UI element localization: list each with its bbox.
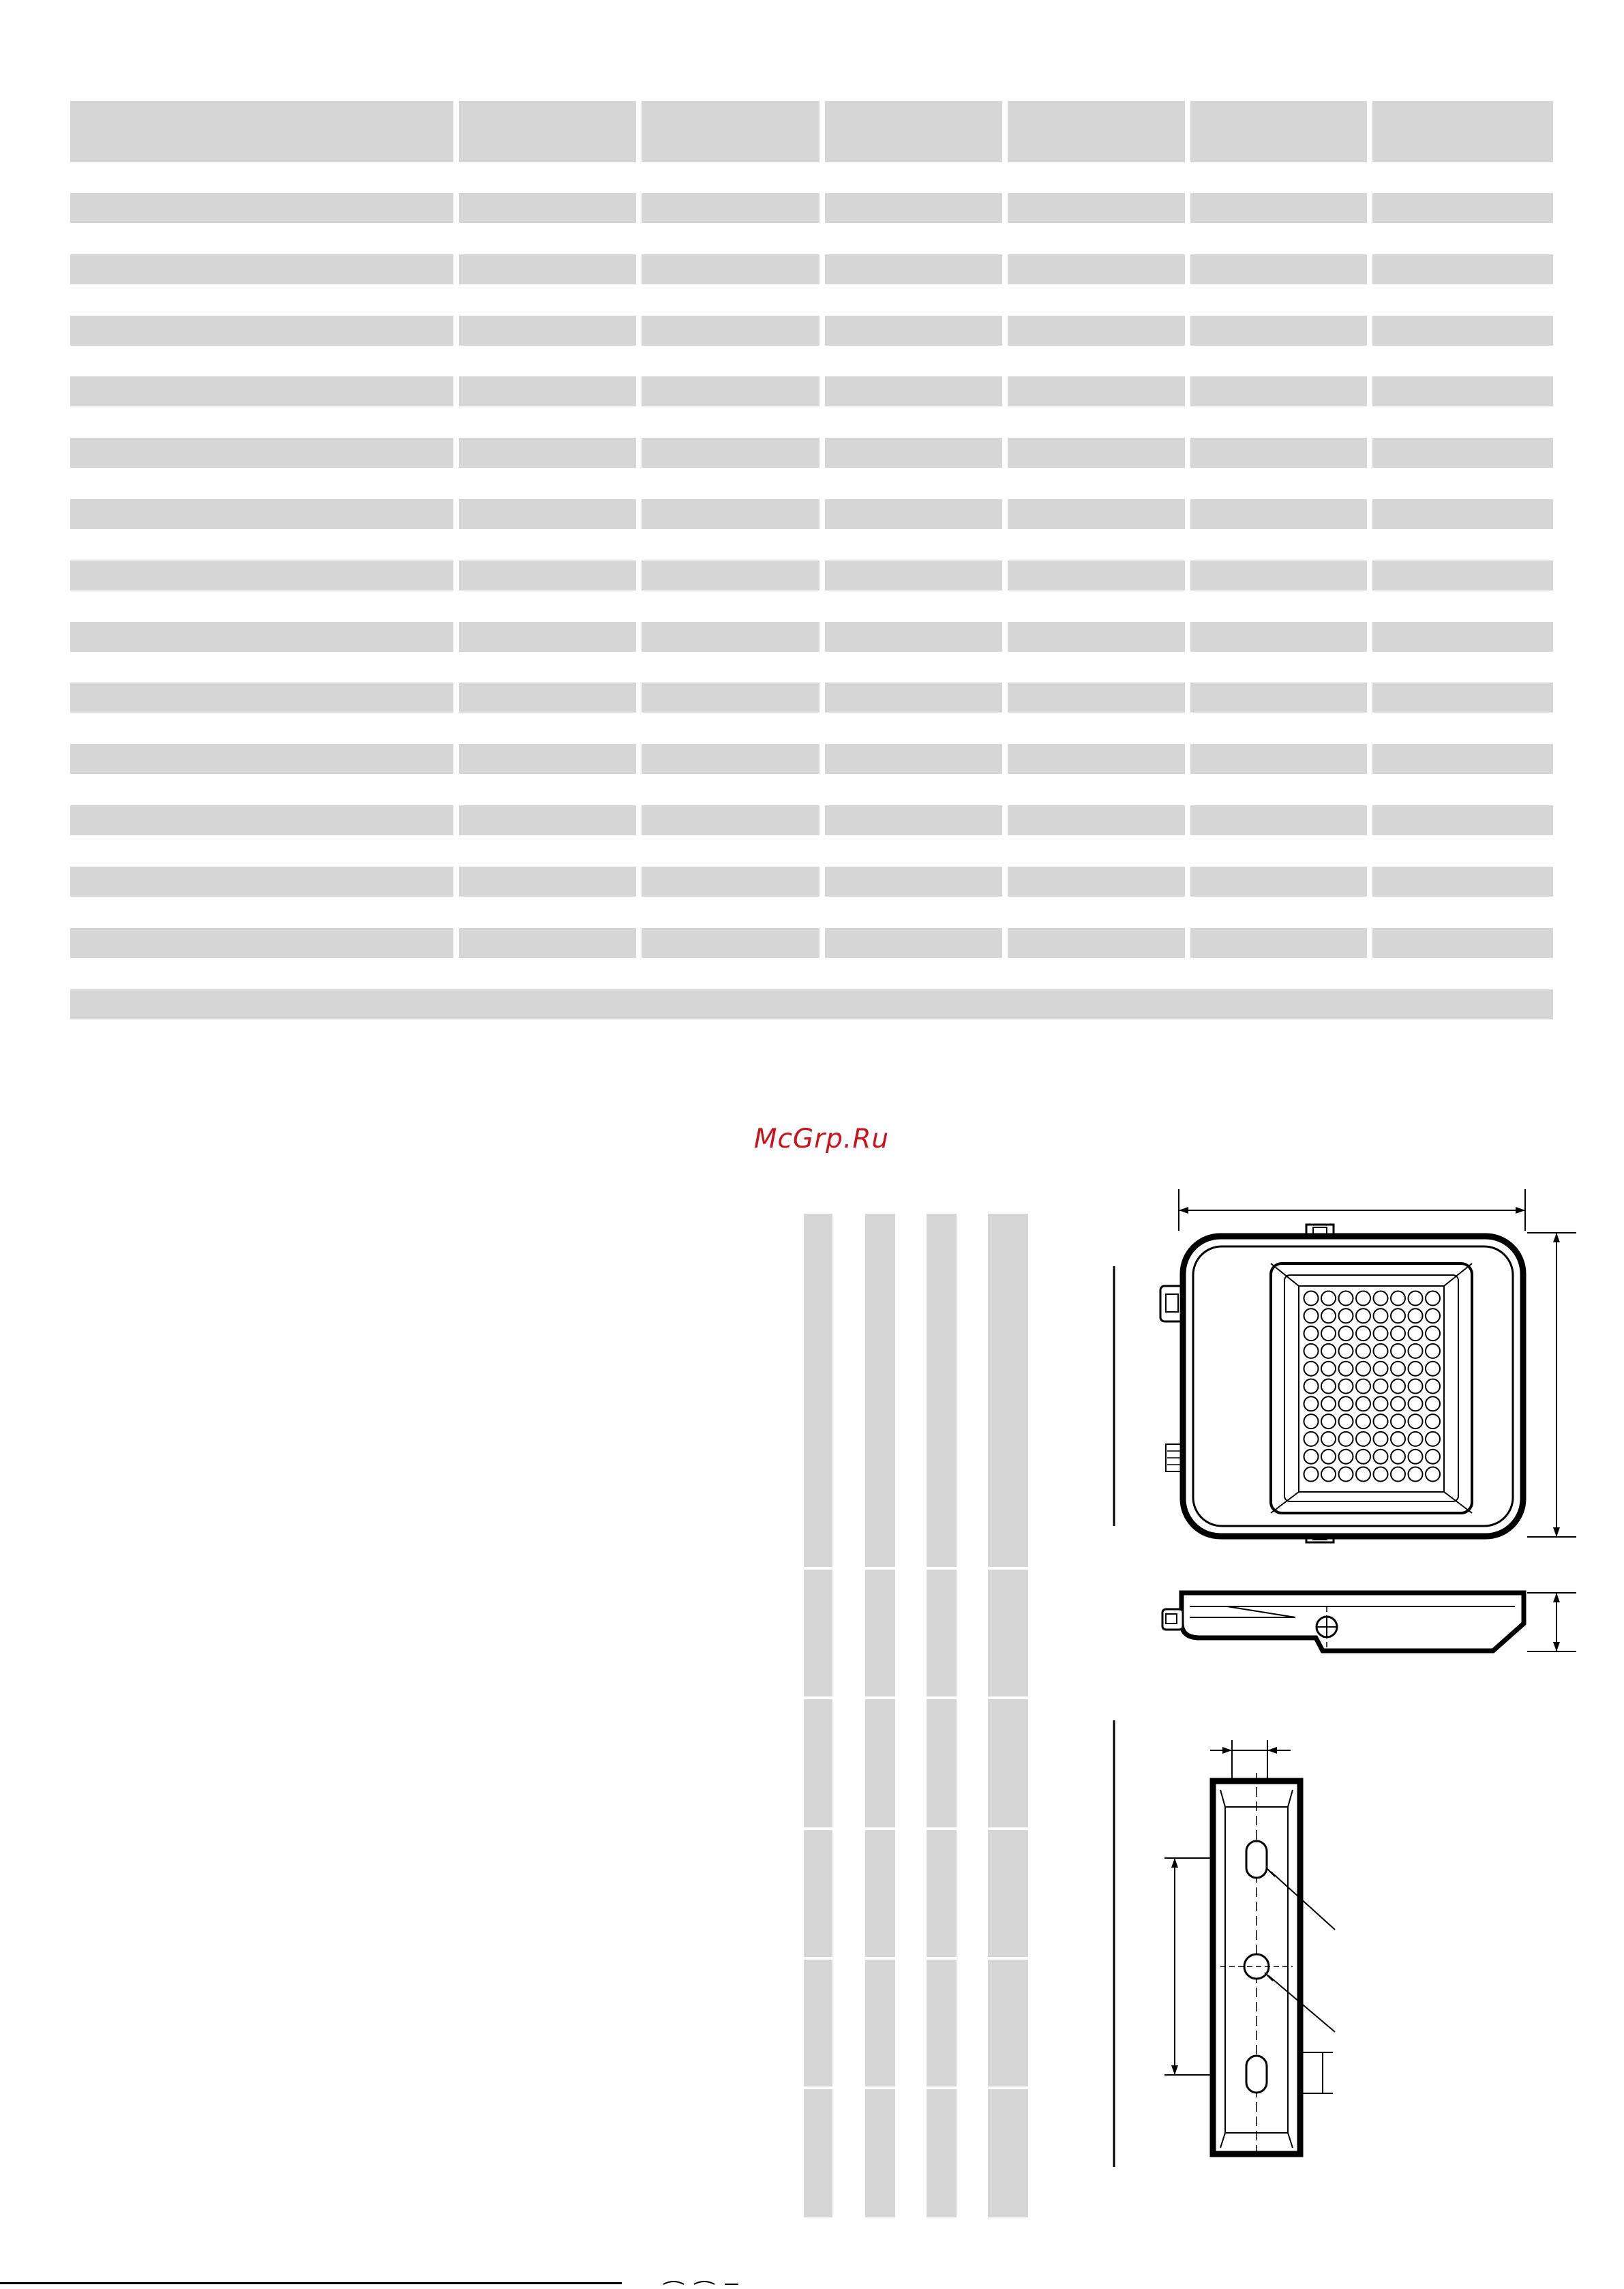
watermark: McGrp.Ru	[753, 1124, 890, 1154]
footer-mark	[660, 2279, 742, 2286]
mounting-bracket-view	[1114, 1720, 1335, 2167]
floodlight-front-view	[1114, 1189, 1576, 1542]
floodlight-side-view	[1162, 1593, 1576, 1651]
footer-rule	[0, 2282, 622, 2284]
